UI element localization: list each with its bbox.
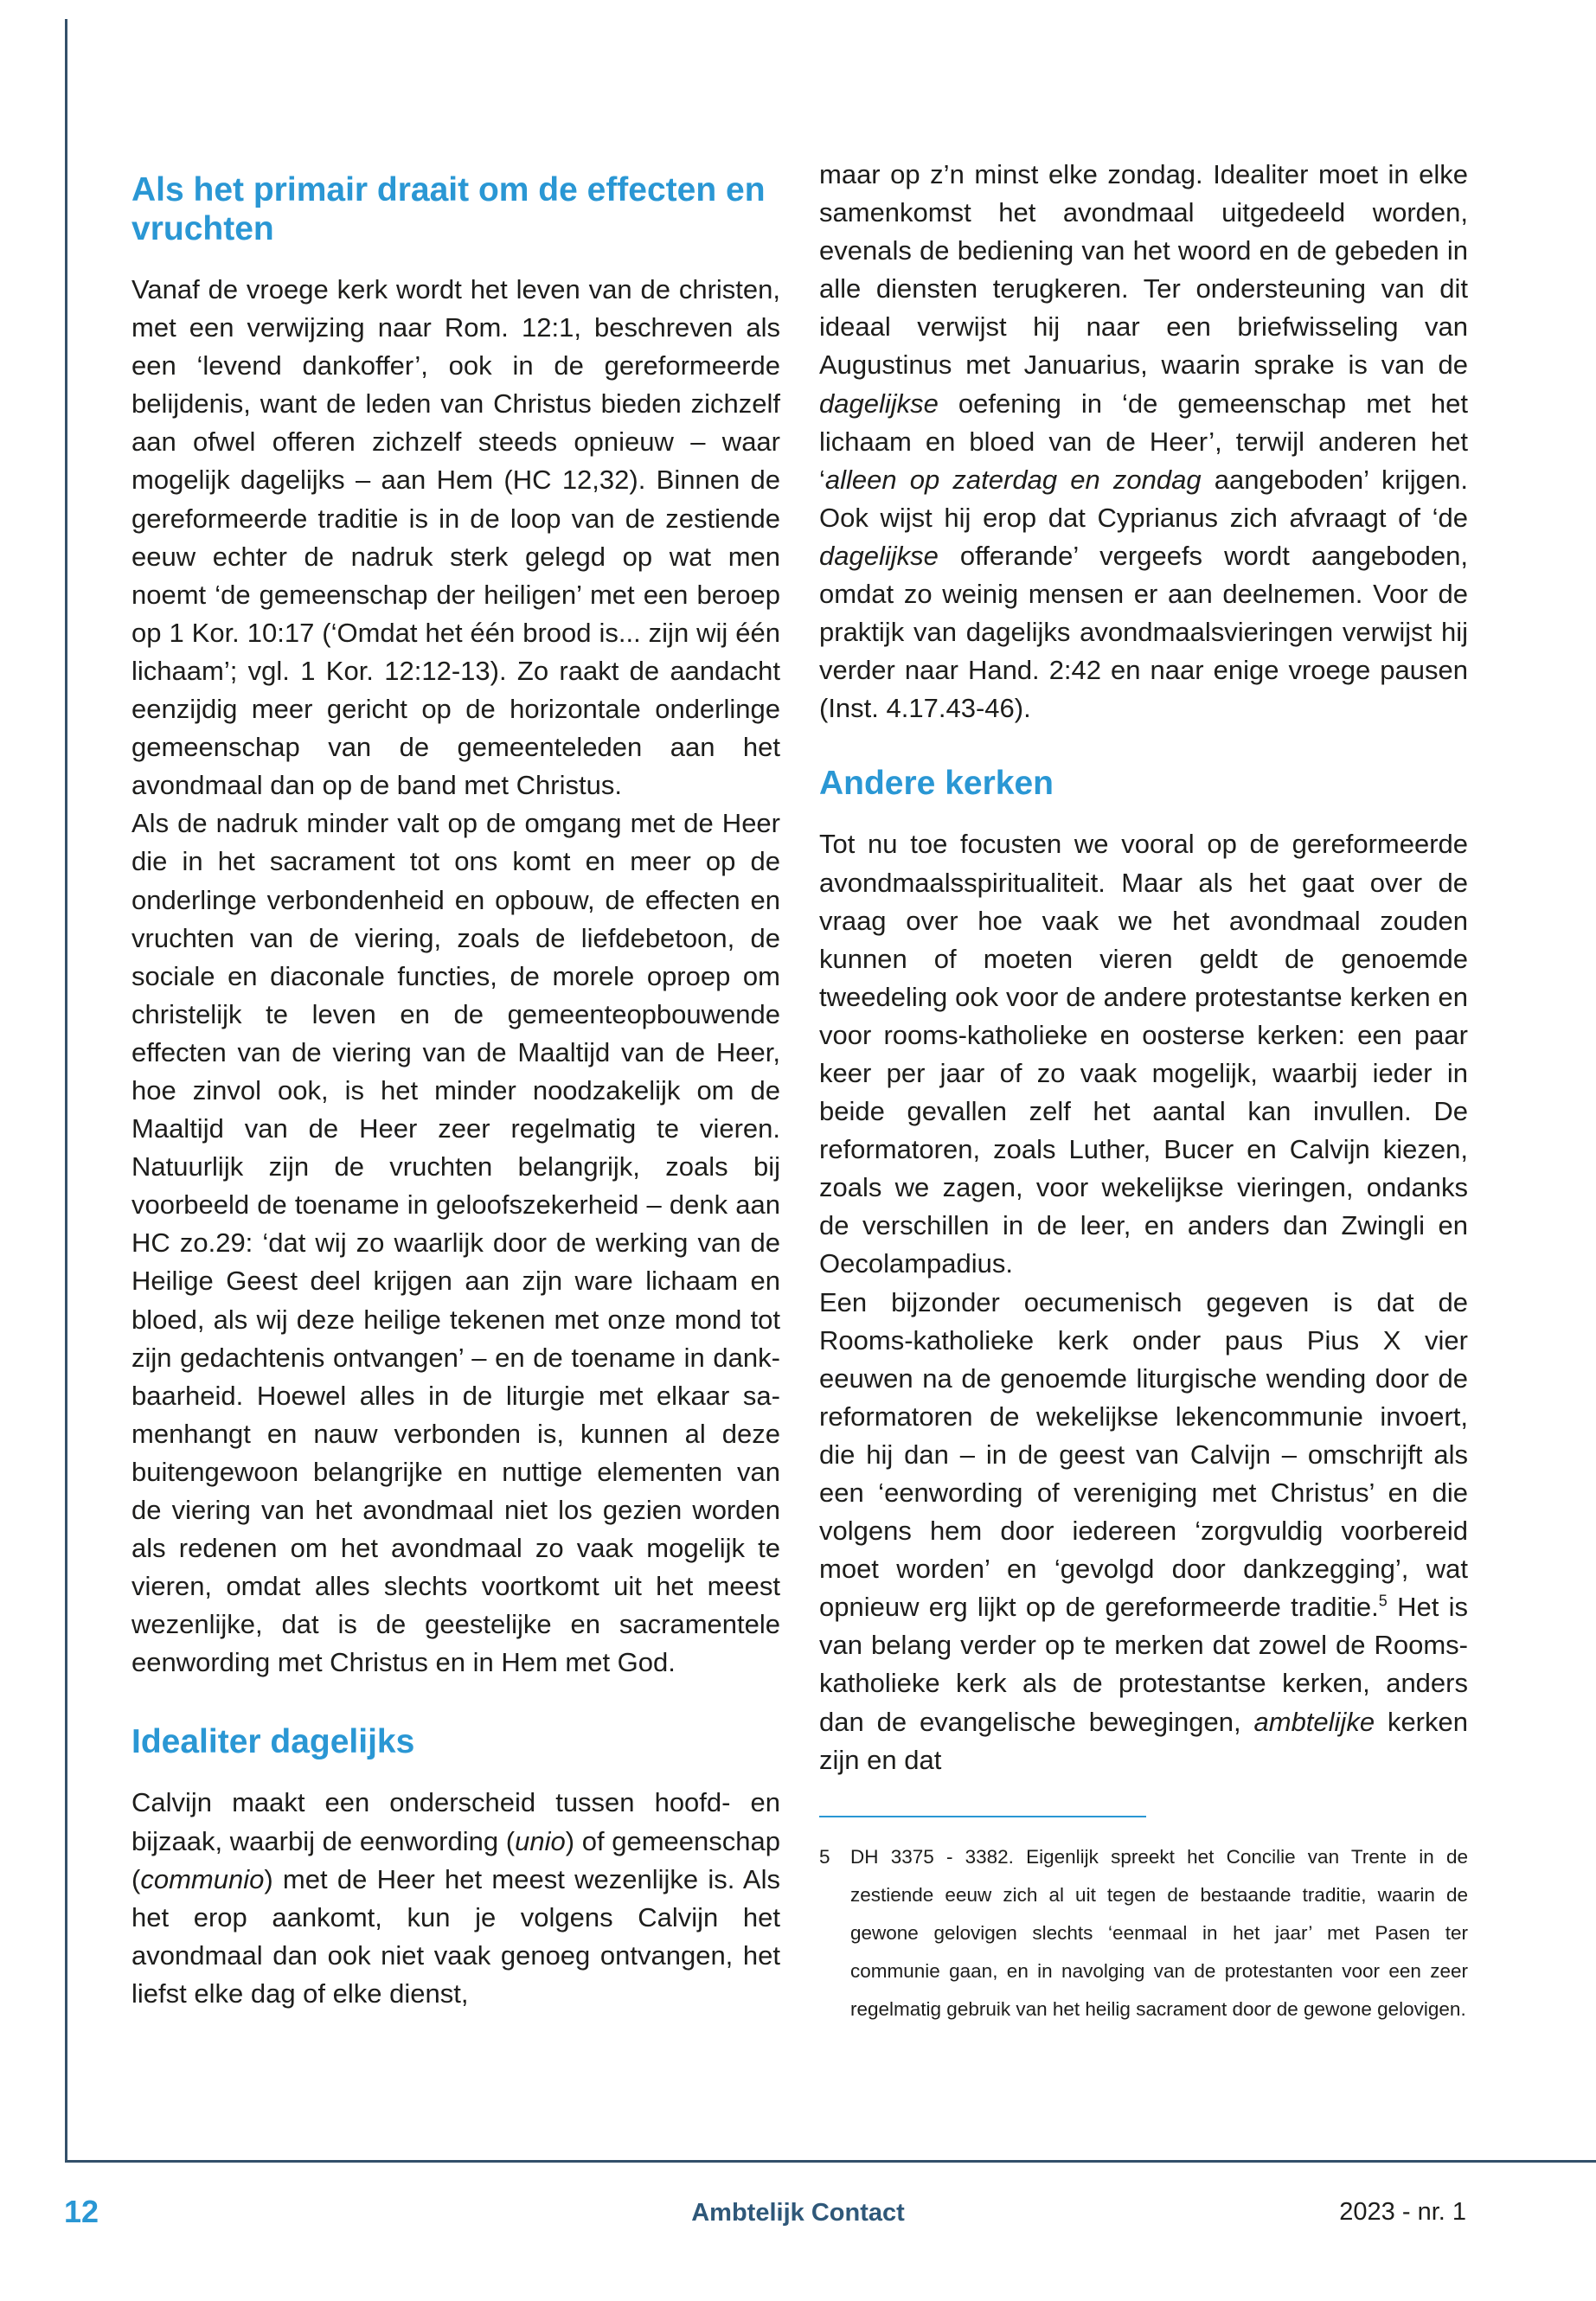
footnote-number: 5 <box>819 1845 830 1868</box>
frame-vertical-rule <box>65 19 67 2163</box>
heading-effecten-vruchten: Als het primair draait om de effecten en vruchten <box>131 171 766 247</box>
paragraph <box>131 1784 780 2013</box>
italic-term: unio <box>515 1825 566 1856</box>
text-run: Een bijzonder oecumenisch gegeven is dat de Rooms-katholieke kerk onder paus Pius X vier eeuwen na de genoemde liturgische wending door de reformatoren de wekelijkse lekencommunie invoert, die hij dan – in de geest van Calvijn – omschrijft als een ‘eenwording of vereniging met Christus’ en die volgens hem door iedereen ‘zorgvuldig voorbereid moet worden’ en ‘gevolgd door dankzegging’, wat opnieuw erg lijkt op de gereformeerde traditie. <box>819 1286 1468 1623</box>
frame-horizontal-rule <box>65 2160 1596 2163</box>
right-column <box>819 156 1468 2029</box>
text-run: aangeboden’ krijgen. Ook wijst hij erop dat Cyprianus zich afvraagt of ‘de <box>819 464 1468 533</box>
footnote-divider <box>819 1816 1146 1817</box>
spacer <box>819 727 1468 764</box>
spacer <box>131 1682 780 1722</box>
footnote-reference[interactable]: 5 <box>1378 1592 1388 1610</box>
text-run: kerken zijn en dat <box>819 1706 1468 1775</box>
text-run: ) of gemeenschap ( <box>131 1825 780 1894</box>
paragraph <box>819 156 1468 727</box>
paragraph: Als de nadruk minder valt op de omgang met de Heer die in het sacrament tot ons komt en meer op de onderlinge verbondenheid en opbouw, de effecten en vruchten van de viering, zoals de liefdebetoon, de sociale en diaconale functies, de morele oproep om christelijk te leven en de gemeenteopbouwende effecten van de viering van de Maaltijd van de Heer, hoe zinvol ook, is het minder noodzakelijk om de Maaltijd van de Heer zeer regelmatig te vieren. Natuurlijk zijn de vruchten belangrijk, zoals bij voorbeeld de toename in geloofszekerheid – denk aan HC zo.29: ‘dat wij zo waarlijk door de werking van de Heilige Geest deel krijgen aan zijn ware lichaam en bloed, als wij deze heilige tekenen met onze mond tot zijn gedachtenis ontvangen’ – en de toename in dankbaarheid. Hoewel alles in de liturgie met elkaar samenhangt en nauw verbonden is, kunnen al deze buitengewoon belangrijke en nuttige elementen van de viering van het avondmaal niet los gezien worden als redenen om het avondmaal zo vaak mogelijk te vieren, omdat alles slechts voortkomt uit het meest wezenlijke, dat is de geestelijke en sacramentele eenwording met Christus en in Hem met God. <box>131 808 780 1678</box>
page-number: 12 <box>64 2194 99 2229</box>
text-run: ) met de Heer het meest wezenlijke is. Als het erop aankomt, kun je volgens Calvijn het avondmaal dan ook niet vaak genoeg ontvangen, het liefst elke dag of elke dienst, <box>131 1863 780 2009</box>
italic-term: ambtelijke <box>1253 1706 1375 1737</box>
text-run: oefening in ‘de gemeenschap met het lichaam en bloed van de Heer’, terwijl anderen het ‘ <box>819 388 1468 495</box>
text-run: Het is van belang verder op te merken dat zowel de Rooms-katholieke kerk als de protestantse kerken, anders dan de evangelische bewegingen, <box>819 1592 1468 1737</box>
paragraph: Tot nu toe focusten we vooral op de gereformeerde avondmaalsspiritualiteit. Maar als het gaat over de vraag over hoe vaak we het avondmaal zouden kunnen of moeten vieren geldt de genoemde tweedeling ook voor de andere protestantse kerken en voor rooms-katholieke en oosterse kerken: een paar keer per jaar of zo vaak mogelijk, waarbij ieder in beide gevallen zelf het aantal kan invullen. De reformatoren, zoals Luther, Bucer en Calvijn kiezen, zoals we zagen, voor wekelijkse vieringen, ondanks de verschillen in de leer, en anders dan Zwingli en Oecolampadius. <box>819 829 1468 1279</box>
heading-andere-kerken: Andere kerken <box>819 765 1054 803</box>
paragraph: Vanaf de vroege kerk wordt het leven van de christen, met een verwijzing naar Rom. 12:1, beschreven als een ‘levend dankoffer’, ook in de gereformeerde belijdenis, want de leden van Christus bieden zichzelf aan ofwel offeren zichzelf steeds opnieuw – waar mogelijk dagelijks – aan Hem (HC 12,32). Binnen de gereformeerde traditie is in de loop van de zestiende eeuw echter de nadruk sterk gelegd op wat men noemt ‘de gemeenschap der heiligen’ met een beroep op 1 Kor. 10:17 (‘Omdat het één brood is... zijn wij één lichaam’; vgl. 1 Kor. 12:12-13). Zo raakt de aandacht eenzijdig meer gericht op de horizontale onderlinge gemeenschap van de gemeenteleden aan het avondmaal dan op de band met Christus. <box>131 274 780 801</box>
paragraph <box>819 1284 1468 1779</box>
italic-term: dagelijkse <box>819 388 939 419</box>
text-run: maar op z’n minst elke zondag. Idealiter moet in elke samenkomst het avondmaal uitgedeeld worden, evenals de bediening van het woord en de gebeden in alle diensten terugkeren. Ter ondersteuning van dit ideaal verwijst hij naar een briefwisseling van Augustinus met Januarius, waarin sprake is van de <box>819 159 1468 381</box>
italic-term: dagelijkse <box>819 540 939 571</box>
footnote-text: DH 3375 - 3382. Eigenlijk spreekt het Concilie van Trente in de zestiende eeuw zich al uit tegen de bestaande traditie, waarin de gewone gelovigen slechts ‘eenmaal in het jaar’ met Pasen ter communie gaan, en in navolging van de protestanten voor een zeer regelmatig gebruik van het heilig sacrament door de gewone gelovigen. <box>850 1845 1468 2020</box>
italic-term: alleen op zaterdag en zondag <box>824 464 1202 495</box>
heading-idealiter-dagelijks: Idealiter dagelijks <box>131 1723 415 1761</box>
text-run: offerande’ vergeefs wordt aangeboden, omdat zo weinig mensen er aan deelnemen. Voor de praktijk van dagelijks avondmaalsvieringen verwijst hij verder naar Hand. 2:42 en naar enige vroege pausen (Inst. 4.17.43-46). <box>819 540 1468 724</box>
footnote <box>819 1838 1468 2029</box>
magazine-title: Ambtelijk Contact <box>691 2199 905 2227</box>
issue-label: 2023 - nr. 1 <box>1339 2198 1466 2226</box>
italic-term: communio <box>140 1863 265 1894</box>
text-run: Calvijn maakt een onderscheid tussen hoofd- en bijzaak, waarbij de eenwording ( <box>131 1787 780 1856</box>
left-column <box>131 170 780 2013</box>
